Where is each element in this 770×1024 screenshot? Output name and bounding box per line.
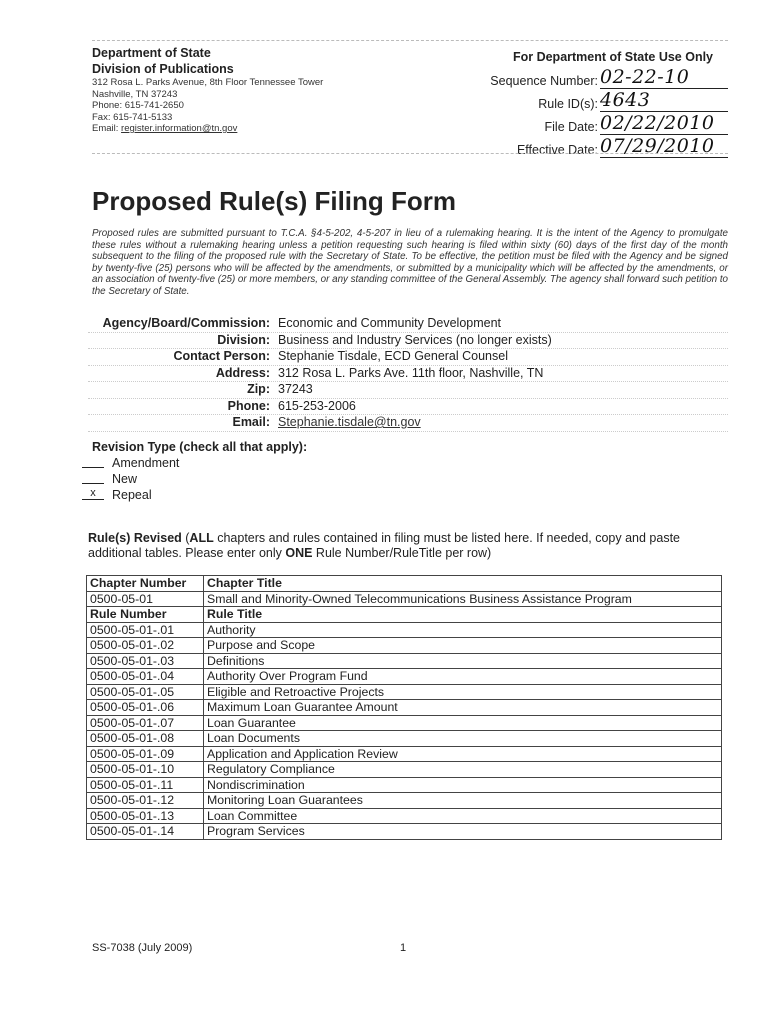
publisher-block (92, 45, 422, 135)
office-use-title: For Department of State Use Only (512, 50, 714, 64)
dept-name: Department of State (92, 46, 211, 60)
email-row (88, 415, 728, 432)
rule-number-cell[interactable]: 0500-05-01-.12 (87, 793, 204, 809)
rule-number-cell[interactable]: 0500-05-01-.01 (87, 622, 204, 638)
rules-text-2: chapters and rules contained in filing must be listed here. If needed, copy and paste additional tables. Please enter only (88, 531, 681, 560)
rule-row (87, 684, 722, 700)
rule-number-cell[interactable]: 0500-05-01-.08 (87, 731, 204, 747)
rule-number-cell[interactable]: 0500-05-01-.14 (87, 824, 204, 840)
rule-number-cell[interactable]: 0500-05-01-.10 (87, 762, 204, 778)
rule-title-cell[interactable]: Authority (204, 622, 722, 638)
page-number: 1 (400, 942, 407, 954)
rule-title-cell[interactable]: Nondiscrimination (204, 777, 722, 793)
office-field-value[interactable]: 02-22-10 (600, 66, 728, 89)
rule-number-cell[interactable]: 0500-05-01-.03 (87, 653, 204, 669)
rules-revised-lead: Rule(s) Revised (88, 531, 182, 545)
rule-title-cell[interactable]: Loan Committee (204, 808, 722, 824)
email-line (92, 123, 422, 135)
top-divider (92, 40, 728, 41)
email-label: Email: (92, 123, 122, 134)
revision-item-new[interactable] (92, 471, 492, 487)
office-field-label: File Date: (544, 120, 598, 134)
agency-value[interactable]: Economic and Community Development (278, 316, 502, 330)
amendment-checkbox[interactable] (82, 455, 104, 468)
contact-value[interactable]: Stephanie Tisdale, ECD General Counsel (278, 349, 508, 363)
division-label: Division: (217, 332, 270, 347)
rule-number-header: Rule Number (87, 607, 204, 623)
repeal-checkbox[interactable]: x (82, 487, 104, 500)
office-field-row (478, 91, 738, 112)
rule-title-cell[interactable]: Regulatory Compliance (204, 762, 722, 778)
division-value[interactable]: Business and Industry Services (no longer exists) (278, 332, 552, 347)
revision-item-amendment[interactable] (92, 455, 492, 471)
agency-info (88, 316, 728, 432)
office-field-row (478, 68, 738, 89)
rule-title-cell[interactable]: Maximum Loan Guarantee Amount (204, 700, 722, 716)
zip-label: Zip: (247, 382, 270, 396)
header-divider (92, 153, 728, 154)
revision-heading: Revision Type (check all that apply): (92, 440, 308, 454)
rule-row (87, 638, 722, 654)
rule-row (87, 715, 722, 731)
office-field-label: Effective Date: (516, 143, 598, 157)
rule-title-cell[interactable]: Program Services (204, 824, 722, 840)
phone-label: Phone: (227, 398, 270, 413)
chapter-number-cell[interactable]: 0500-05-01 (87, 591, 204, 607)
rule-number-cell[interactable]: 0500-05-01-.07 (87, 715, 204, 731)
rule-title-cell[interactable]: Monitoring Loan Guarantees (204, 793, 722, 809)
rules-table (86, 575, 722, 840)
rule-row (87, 731, 722, 747)
address-label: Address: (215, 365, 270, 380)
rule-row (87, 669, 722, 685)
rule-number-cell[interactable]: 0500-05-01-.11 (87, 777, 204, 793)
rules-text-3: Rule Number/RuleTitle per row) (312, 546, 492, 560)
phone-row (88, 399, 728, 416)
rule-header-row (87, 607, 722, 623)
rule-title-cell[interactable]: Eligible and Retroactive Projects (204, 684, 722, 700)
rule-row (87, 746, 722, 762)
rule-title-cell[interactable]: Purpose and Scope (204, 638, 722, 654)
chapter-title-header: Chapter Title (204, 576, 722, 592)
office-use-block (478, 50, 738, 158)
zip-value[interactable]: 37243 (278, 382, 313, 396)
rule-title-cell[interactable]: Application and Application Review (204, 746, 722, 762)
rules-all: ALL (189, 531, 214, 545)
agency-label: Agency/Board/Commission: (102, 316, 270, 330)
rules-revised-instructions (88, 531, 728, 561)
division-name: Division of Publications (92, 62, 234, 76)
office-field-label: Rule ID(s): (538, 97, 598, 111)
form-id: SS-7038 (July 2009) (92, 942, 193, 954)
address-row (88, 366, 728, 383)
rule-title-cell[interactable]: Authority Over Program Fund (204, 669, 722, 685)
rule-row (87, 700, 722, 716)
intro-paragraph: Proposed rules are submitted pursuant to T.C.A. §4-5-202, 4-5-207 in lieu of a rulemaking hearing. It is the intent of the Agency to promulgate these rules without a rulemaking hearing unless a petition requesting such hearing is filed within sixty (60) days of the first day of the month subsequent to the filing of the proposed rule with the Secretary of State. To be effective, the petition must be filed with the Agency and be signed by twenty-five (25) persons who will be affected by the amendments, or submitted by a municipality which will be affected by the amendments, or an association of twenty-five (25) or more members, or any standing committee of the General Assembly. The agency shall forward such petition to the Secretary of State. (92, 228, 729, 297)
address-line-1: 312 Rosa L. Parks Avenue, 8th Floor Tennessee Tower (92, 77, 324, 88)
page-title: Proposed Rule(s) Filing Form (92, 186, 457, 216)
phone-value[interactable]: 615-253-2006 (278, 398, 356, 413)
rule-title-cell[interactable]: Loan Documents (204, 731, 722, 747)
phone-line: Phone: 615-741-2650 (92, 100, 184, 111)
contact-email-link[interactable]: Stephanie.tisdale@tn.gov (278, 415, 421, 429)
new-checkbox[interactable] (82, 471, 104, 484)
email-label: Email: (232, 415, 270, 429)
zip-row (88, 382, 728, 399)
rule-row (87, 824, 722, 840)
office-field-value[interactable]: 02/22/2010 (600, 112, 728, 135)
rule-number-cell[interactable]: 0500-05-01-.02 (87, 638, 204, 654)
chapter-number-header: Chapter Number (87, 576, 204, 592)
rule-row (87, 762, 722, 778)
rule-row (87, 622, 722, 638)
revision-type (92, 440, 492, 503)
office-field-value[interactable]: 07/29/2010 (600, 135, 728, 158)
rule-title-cell[interactable]: Definitions (204, 653, 722, 669)
office-field-label: Sequence Number: (490, 74, 598, 88)
repeal-label: Repeal (112, 488, 152, 502)
address-value[interactable]: 312 Rosa L. Parks Ave. 11th floor, Nashville, TN (278, 365, 544, 380)
rule-number-cell[interactable]: 0500-05-01-.09 (87, 746, 204, 762)
office-field-value[interactable]: 4643 (600, 89, 728, 112)
revision-item-repeal[interactable] (92, 487, 492, 503)
contact-label: Contact Person: (173, 349, 270, 363)
division-row (88, 333, 728, 350)
rule-number-cell[interactable]: 0500-05-01-.05 (87, 684, 204, 700)
publisher-email-link[interactable]: register.information@tn.gov (121, 123, 238, 134)
rule-number-cell[interactable]: 0500-05-01-.06 (87, 700, 204, 716)
rules-one: ONE (285, 546, 313, 560)
rule-number-cell[interactable]: 0500-05-01-.13 (87, 808, 204, 824)
rule-row (87, 653, 722, 669)
rule-row (87, 777, 722, 793)
new-label: New (112, 472, 138, 486)
rule-row (87, 793, 722, 809)
rule-title-header: Rule Title (204, 607, 722, 623)
fax-line: Fax: 615-741-5133 (92, 111, 173, 123)
chapter-title-cell[interactable]: Small and Minority-Owned Telecommunications Business Assistance Program (204, 591, 722, 607)
contact-row (88, 349, 728, 366)
rule-title-cell[interactable]: Loan Guarantee (204, 715, 722, 731)
rules-text-1: ( (181, 531, 190, 545)
chapter-header-row (87, 576, 722, 592)
agency-row (88, 316, 728, 333)
rule-row (87, 808, 722, 824)
office-field-row (478, 137, 738, 158)
rule-number-cell[interactable]: 0500-05-01-.04 (87, 669, 204, 685)
address-line-2: Nashville, TN 37243 (92, 88, 178, 100)
amendment-label: Amendment (112, 456, 180, 470)
chapter-row (87, 591, 722, 607)
office-field-row (478, 114, 738, 135)
